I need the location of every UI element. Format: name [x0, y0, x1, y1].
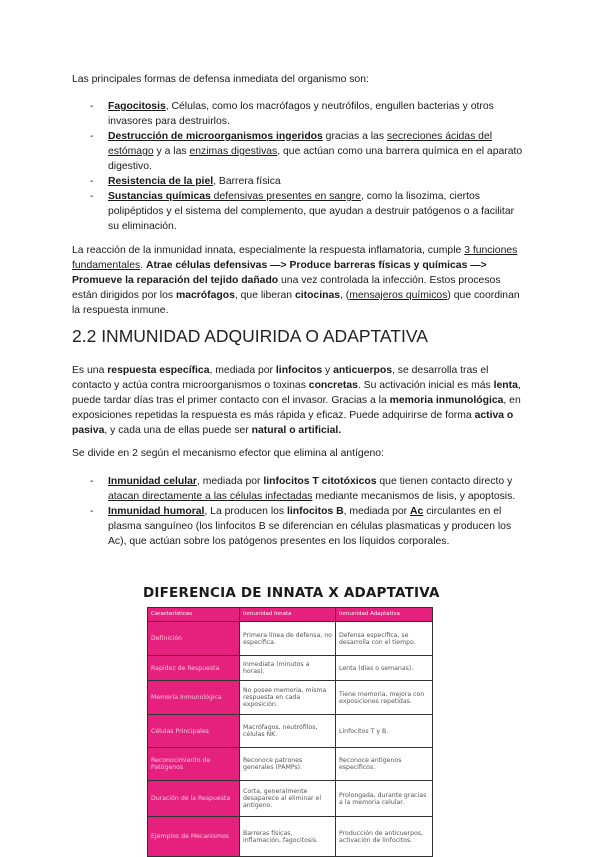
table-header-row: [148, 608, 433, 622]
table-cell: Prolongada, durante gracias a la memoria celular.: [336, 781, 433, 817]
list-item-underlined: enzimas digestivas: [189, 146, 278, 157]
bold-text: activa o pasiva: [72, 410, 514, 436]
innate-defense-list: [72, 99, 527, 234]
list-item-term: Inmunidad celular: [108, 476, 197, 487]
table-cell: Reconoce patrones generales (PAMPs).: [240, 748, 336, 781]
bold-text: natural o artificial.: [251, 425, 342, 436]
bold-text: lenta: [493, 380, 518, 391]
text: , (: [340, 290, 350, 301]
list-item-text: mediante mecanismos de lisis, y apoptosis.: [312, 491, 516, 502]
bold-text: citocinas: [294, 290, 340, 301]
table-row: [148, 748, 433, 781]
table-cell: Corta, generalmente desaparece al eliminar el antígeno.: [240, 781, 336, 817]
adaptive-paragraph: [72, 363, 528, 438]
list-item-term: Sustancias químicas: [108, 191, 211, 202]
column-header: Características: [148, 608, 240, 622]
bold-text: linfocitos: [275, 365, 323, 376]
table-cell: Tiene memoria, mejora con exposiciones repetidas.: [336, 681, 433, 715]
bold-text: macrófagos: [175, 290, 235, 301]
table-cell: Defensa específica, se desarrolla con el tiempo.: [336, 622, 433, 656]
list-item: [72, 174, 527, 189]
underlined-text: mensajeros químicos: [349, 290, 448, 301]
list-item-underlined: defensivas presentes en sangre: [210, 191, 361, 202]
list-item-text: , Barrera física: [213, 176, 281, 187]
table-row: [148, 681, 433, 715]
table-cell: Barreras físicas, inflamación, fagocitosis.: [240, 817, 336, 857]
table-cell: Inmediata (minutos a horas).: [240, 656, 336, 681]
table-row: [148, 622, 433, 656]
list-item-text: que tienen contacto directo y: [376, 476, 513, 487]
bold-text: concretas: [308, 380, 358, 391]
underlined-text: 3 funciones fundamentales: [72, 245, 518, 271]
section-heading: 2.2 INMUNIDAD ADQUIRIDA O ADAPTATIVA: [72, 326, 428, 346]
table-title: DIFERENCIA DE INNATA X ADAPTATIVA: [143, 585, 440, 601]
list-item-text: circulantes en el plasma sanguíneo (los linfocitos B se diferencian en células plasmaticas y producen los Ac), que actúan sobre los patógenos presentes en los líquidos corporales.: [108, 506, 512, 547]
list-item-underlined: atacan directamente a las células infectadas: [108, 491, 313, 502]
table-cell: Primera línea de defensa, no específica.: [240, 622, 336, 656]
list-item: [72, 99, 527, 129]
text: Es una: [72, 365, 108, 376]
table-cell: Macrófagos, neutrófilos, células NK.: [240, 715, 336, 748]
list-item-term: Destrucción de microorganismos ingeridos: [108, 131, 323, 142]
bold-text: anticuerpos: [333, 365, 392, 376]
text: , mediada por: [209, 365, 276, 376]
list-item-text: y a las: [153, 146, 190, 157]
list-item: [72, 189, 527, 234]
adaptive-immunity-list: [72, 474, 527, 549]
bold-text: linfocitos B: [287, 506, 344, 517]
list-item-underlined: secreciones ácidas del estómago: [108, 131, 493, 157]
text: ) que coordinan la respuesta inmune.: [72, 290, 520, 316]
text: y: [322, 365, 334, 376]
table-cell: No posee memoria, misma respuesta en cada exposición.: [240, 681, 336, 715]
text: una vez controlada la infección. Estos procesos están dirigidos por los: [72, 275, 501, 301]
column-header: Inmunidad Adaptativa: [336, 608, 433, 622]
text: , se desarrolla tras el contacto y actúa contra microorganismos o toxinas: [72, 365, 489, 391]
table-cell: Producción de anticuerpos, activación de linfocitos.: [336, 817, 433, 857]
row-label: Definición: [148, 622, 240, 656]
text: , puede tardar días tras el primer contacto con el invasor. Gracias a la: [72, 380, 521, 406]
column-header: Inmunidad Innata: [240, 608, 336, 622]
list-item: [72, 474, 527, 504]
row-label: Reconocimiento de Patógenos: [148, 748, 240, 781]
table-cell: Lenta (días o semanas).: [336, 656, 433, 681]
list-item-text: , como la lisozima, ciertos polipéptidos y el sistema del complemento, que ayudan a destruir patógenos o a facilitar su eliminación.: [108, 191, 515, 232]
list-item-text: , mediada por: [343, 506, 411, 517]
list-item-text: gracias a las: [322, 131, 387, 142]
table-row: [148, 656, 433, 681]
list-item-text: , mediada por: [196, 476, 264, 487]
table-row: [148, 817, 433, 857]
row-label: Duración de la Respuesta: [148, 781, 240, 817]
list-item-term: Inmunidad humoral: [108, 506, 205, 517]
innate-reaction-paragraph: [72, 243, 528, 318]
intro-paragraph: Las principales formas de defensa inmediata del organismo son:: [72, 74, 369, 85]
text: , en exposiciones repetidas la respuesta es más rápida y eficaz. Puede adquirirse de forma: [72, 395, 521, 421]
bold-text: linfocitos T citotóxicos: [263, 476, 377, 487]
row-label: Rapidez de Respuesta: [148, 656, 240, 681]
list-item-term: Resistencia de la piel: [108, 176, 214, 187]
text: .: [140, 260, 146, 271]
row-label: Células Principales: [148, 715, 240, 748]
text: , que liberan: [234, 290, 295, 301]
bold-text: Ac: [410, 506, 424, 517]
comparison-table: [147, 607, 433, 857]
list-item: [72, 504, 527, 549]
text: . Su activación inicial es más: [357, 380, 494, 391]
text: La reacción de la inmunidad innata, especialmente la respuesta inflamatoria, cumple: [72, 245, 465, 256]
division-paragraph: Se divide en 2 según el mecanismo efector que elimina al antígeno:: [72, 448, 384, 459]
comparison-table-figure: [143, 585, 440, 845]
list-item-term: Fagocitosis: [108, 101, 166, 112]
list-item: [72, 129, 527, 174]
table-row: [148, 715, 433, 748]
bold-text: memoria inmunológica: [389, 395, 504, 406]
list-item-text: , Células, como los macrófagos y neutrófilos, engullen bacterias y otros invasores para destruirlos.: [108, 101, 494, 127]
row-label: Ejemplos de Mecanismos: [148, 817, 240, 857]
text: , y cada una de ellas puede ser: [104, 425, 252, 436]
list-item-text: , La producen los: [204, 506, 288, 517]
table-cell: Linfocitos T y B.: [336, 715, 433, 748]
list-item-text: , que actúan como una barrera química en el aparato digestivo.: [108, 146, 523, 172]
bold-text: Atrae células defensivas —> Produce barreras físicas y químicas —> Promueve la reparación del tejido dañado: [72, 260, 487, 286]
table-cell: Reconoce antígenos específicos.: [336, 748, 433, 781]
row-label: Memoria Inmunológica: [148, 681, 240, 715]
table-row: [148, 781, 433, 817]
bold-text: respuesta específica: [107, 365, 210, 376]
